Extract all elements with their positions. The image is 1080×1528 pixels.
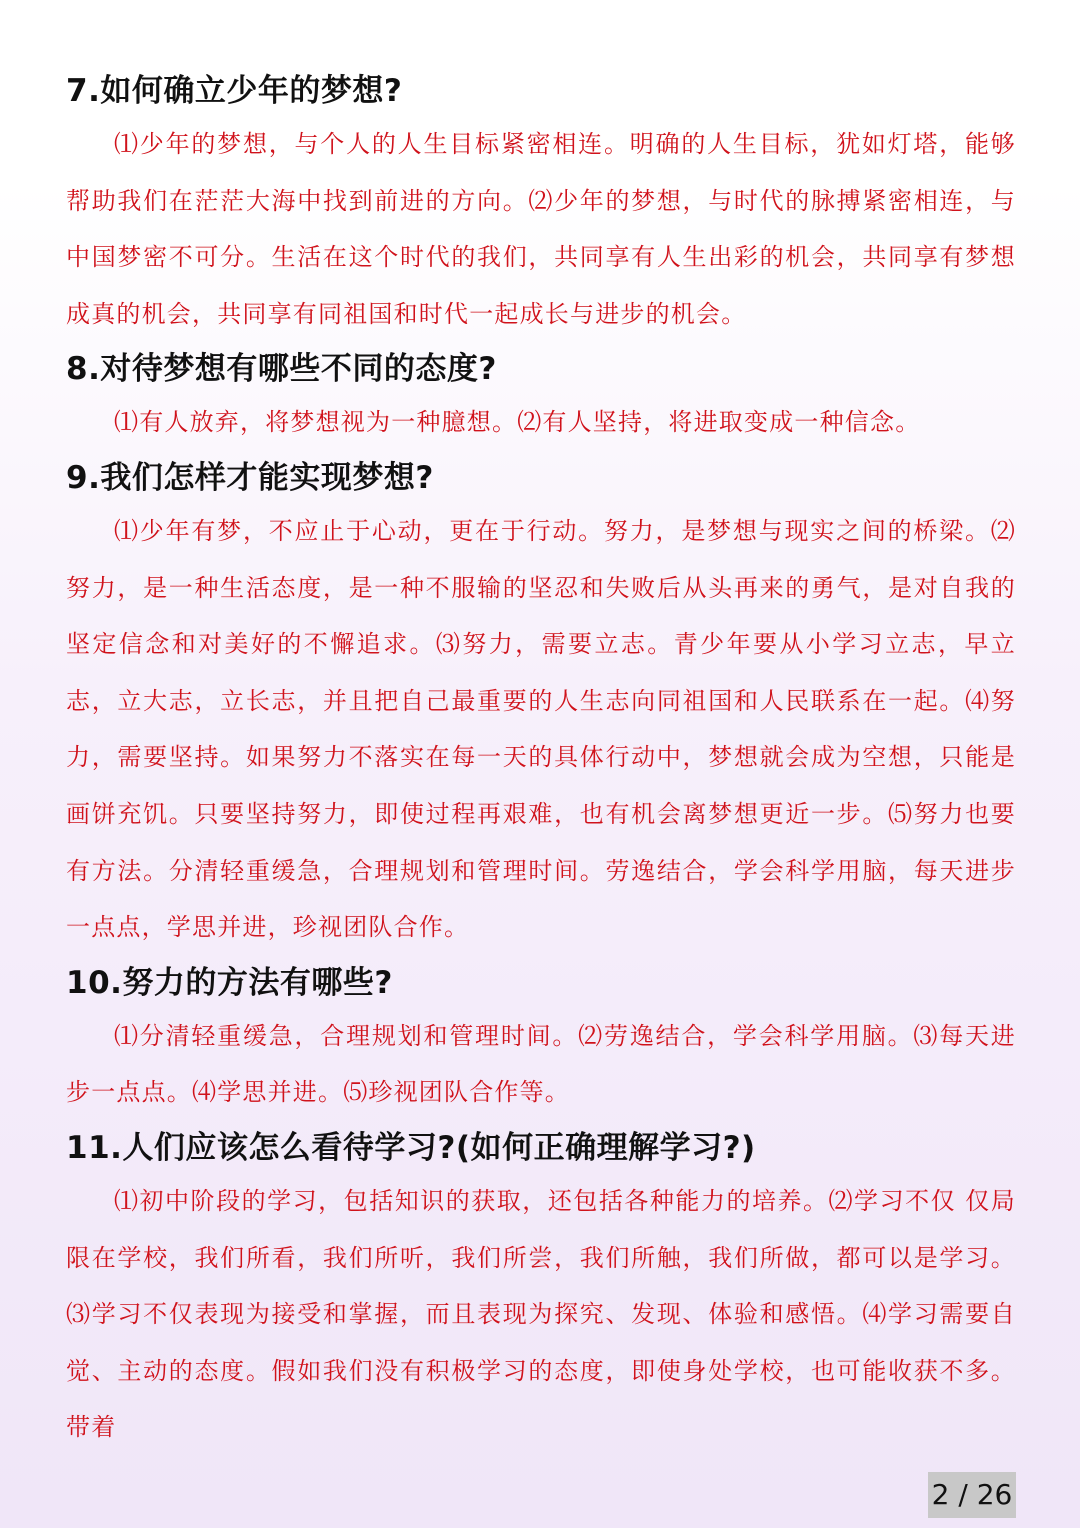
question-9-answer: ⑴少年有梦，不应止于心动，更在于行动。努力，是梦想与现实之间的桥梁。⑵努力，是一种生活态度，是一种不服输的坚忍和失败后从头再来的勇气，是对自我的坚定信念和对美好的不懈追求。⑶努力，需要立志。青少年要从小学习立志，早立志，立大志，立长志，并且把自己最重要的人生志向同祖国和人民联系在一起。⑷努力，需要坚持。如果努力不落实在每一天的具体行动中，梦想就会成为空想，只能是画饼充饥。只要坚持努力，即使过程再艰难，也有机会离梦想更近一步。⑸努力也要有方法。分清轻重缓急，合理规划和管理时间。劳逸结合，学会科学用脑，每天进步一点点，学思并进，珍视团队合作。 xyxy=(66,516,1016,942)
question-10-answer: ⑴分清轻重缓急，合理规划和管理时间。⑵劳逸结合，学会科学用脑。⑶每天进步一点点。⑷学思并进。⑸珍视团队合作等。 xyxy=(66,1021,1016,1107)
document-body xyxy=(66,66,1016,1458)
question-8-title: 8.对待梦想有哪些不同的态度? xyxy=(66,351,497,388)
question-11-title: 11.人们应该怎么看待学习?(如何正确理解学习?) xyxy=(66,1129,756,1166)
question-10-title: 10.努力的方法有哪些? xyxy=(66,964,393,1001)
page-number-indicator: 2 / 26 xyxy=(928,1472,1016,1518)
question-7-answer: ⑴少年的梦想，与个人的人生目标紧密相连。明确的人生目标，犹如灯塔，能够帮助我们在茫茫大海中找到前进的方向。⑵少年的梦想，与时代的脉搏紧密相连，与中国梦密不可分。生活在这个时代的我们，共同享有人生出彩的机会，共同享有梦想成真的机会，共同享有同祖国和时代一起成长与进步的机会。 xyxy=(66,130,1016,328)
question-8-answer: ⑴有人放弃，将梦想视为一种臆想。⑵有人坚持，将进取变成一种信念。 xyxy=(114,408,921,437)
question-11-answer: ⑴初中阶段的学习，包括知识的获取，还包括各种能力的培养。⑵学习不仅 仅局限在学校，我们所看，我们所听，我们所尝，我们所触，我们所做，都可以是学习。⑶学习不仅表现为接受和掌握，而且表现为探究、发现、体验和感悟。⑷学习需要自觉、主动的态度。假如我们没有积极学习的态度，即使身处学校，也可能收获不多。带着 xyxy=(66,1186,1016,1442)
question-9-title: 9.我们怎样才能实现梦想? xyxy=(66,459,434,496)
question-7-title: 7.如何确立少年的梦想? xyxy=(66,73,403,109)
